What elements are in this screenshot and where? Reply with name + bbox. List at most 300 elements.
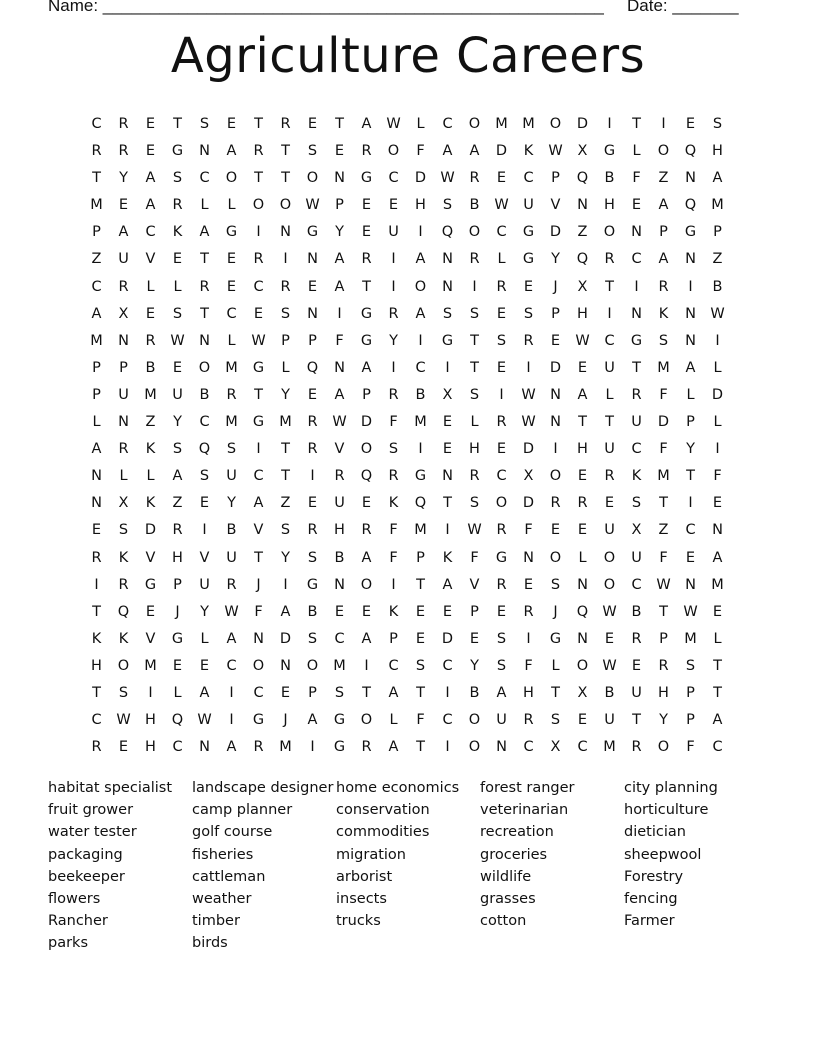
grid-letter: R (307, 441, 318, 458)
grid-letter: U (118, 386, 129, 403)
grid-letter: K (388, 495, 399, 512)
grid-letter: J (175, 603, 180, 620)
grid-letter: G (252, 359, 265, 376)
grid-letter: E (577, 468, 588, 485)
grid-letter: X (118, 305, 129, 322)
grid-letter: E (118, 197, 129, 214)
grid-letter: D (711, 386, 724, 403)
word-list-item: beekeeper (48, 868, 125, 885)
grid-letter: I (607, 305, 612, 322)
grid-letter: I (472, 278, 477, 295)
grid-letter: I (445, 359, 450, 376)
grid-letter: A (334, 386, 345, 403)
grid-letter: C (253, 468, 264, 485)
grid-letter: P (686, 684, 695, 701)
grid-letter: L (119, 468, 128, 485)
grid-letter: R (91, 549, 102, 566)
grid-letter: D (549, 224, 562, 241)
grid-letter: S (118, 684, 129, 701)
grid-letter: N (118, 414, 129, 431)
grid-letter: E (442, 603, 453, 620)
grid-letter: N (631, 224, 642, 241)
grid-letter: I (715, 441, 720, 458)
grid-letter: R (631, 630, 642, 647)
word-list-item: migration (336, 846, 406, 863)
grid-letter: E (253, 305, 264, 322)
grid-letter: Z (91, 251, 102, 268)
grid-letter: N (307, 251, 318, 268)
grid-letter: E (415, 630, 426, 647)
grid-letter: O (414, 278, 427, 295)
grid-letter: E (307, 386, 318, 403)
grid-letter: R (280, 278, 291, 295)
grid-letter: R (118, 576, 129, 593)
word-list-item: Rancher (48, 913, 108, 930)
grid-letter: R (496, 414, 507, 431)
grid-letter: G (333, 739, 346, 756)
grid-letter: V (145, 251, 156, 268)
grid-letter: T (470, 359, 479, 376)
word-list-item: fencing (624, 890, 678, 907)
grid-letter: O (360, 441, 373, 458)
grid-letter: O (387, 143, 400, 160)
grid-letter: F (659, 441, 668, 458)
word-list-item: veterinarian (480, 802, 569, 819)
grid-letter: Z (577, 224, 588, 241)
grid-letter: E (712, 603, 723, 620)
grid-letter: O (306, 170, 319, 187)
grid-letter: I (418, 332, 423, 349)
grid-letter: S (334, 684, 345, 701)
grid-letter: U (334, 495, 345, 512)
grid-letter: E (496, 359, 507, 376)
grid-letter: T (659, 603, 668, 620)
word-list-item: flowers (48, 890, 101, 907)
grid-letter: Z (712, 251, 723, 268)
grid-letter: H (577, 441, 588, 458)
grid-letter: B (415, 386, 426, 403)
grid-letter: N (577, 630, 588, 647)
grid-letter: C (442, 657, 453, 674)
grid-letter: P (308, 332, 317, 349)
grid-letter: L (146, 468, 155, 485)
grid-letter: G (225, 224, 238, 241)
grid-letter: E (415, 603, 426, 620)
grid-letter: M (684, 630, 697, 647)
grid-letter: N (577, 576, 588, 593)
grid-letter: W (251, 332, 266, 349)
grid-letter: M (144, 657, 157, 674)
grid-letter: V (199, 549, 210, 566)
grid-letter: U (388, 224, 399, 241)
grid-letter: E (712, 495, 723, 512)
grid-letter: I (256, 224, 261, 241)
grid-letter: O (198, 359, 211, 376)
grid-letter: Z (172, 495, 183, 512)
grid-letter: S (658, 332, 669, 349)
word-list-item: camp planner (192, 802, 293, 819)
page-title: Agriculture Careers (170, 28, 646, 84)
grid-letter: A (145, 197, 156, 214)
grid-letter: T (578, 414, 587, 431)
grid-letter: J (256, 576, 261, 593)
word-list-item: groceries (480, 846, 548, 863)
grid-letter: E (469, 630, 480, 647)
grid-letter: Q (441, 224, 454, 241)
grid-letter: G (495, 549, 508, 566)
grid-letter: S (199, 116, 210, 132)
grid-letter: O (603, 549, 616, 566)
grid-letter: T (416, 576, 425, 593)
grid-letter: W (197, 712, 212, 729)
grid-letter: D (360, 414, 373, 431)
grid-letter: H (145, 739, 156, 756)
grid-letter: E (442, 441, 453, 458)
grid-letter: K (631, 468, 642, 485)
word-list-item: weather (192, 890, 252, 907)
grid-letter: O (549, 468, 562, 485)
grid-letter: O (117, 657, 130, 674)
grid-letter: O (549, 549, 562, 566)
grid-letter: H (604, 197, 615, 214)
grid-letter: W (602, 657, 617, 674)
grid-letter: O (306, 657, 319, 674)
grid-letter: O (468, 224, 481, 241)
grid-letter: P (119, 359, 128, 376)
grid-letter: A (712, 712, 723, 729)
grid-letter: I (661, 116, 666, 132)
grid-letter: F (416, 712, 425, 729)
grid-letter: V (469, 576, 480, 593)
word-list-item: Farmer (624, 913, 675, 930)
grid-letter: K (658, 305, 669, 322)
grid-letter: F (632, 170, 641, 187)
grid-letter: A (226, 143, 237, 160)
grid-letter: M (495, 116, 508, 132)
grid-letter: J (553, 278, 558, 295)
grid-letter: T (605, 278, 614, 295)
grid-letter: I (391, 359, 396, 376)
grid-letter: A (334, 251, 345, 268)
grid-letter: P (92, 224, 101, 241)
grid-letter: R (118, 441, 129, 458)
grid-letter: J (553, 603, 558, 620)
grid-letter: I (418, 441, 423, 458)
grid-letter: K (145, 495, 156, 512)
grid-letter: C (334, 630, 345, 647)
grid-letter: W (170, 332, 185, 349)
grid-letter: D (657, 414, 670, 431)
grid-letter: A (361, 359, 372, 376)
grid-letter: N (496, 739, 507, 756)
grid-letter: R (496, 576, 507, 593)
grid-letter: M (711, 197, 724, 214)
grid-letter: U (199, 576, 210, 593)
grid-letter: M (333, 657, 346, 674)
grid-letter: W (386, 116, 401, 132)
grid-letter: D (279, 630, 292, 647)
grid-letter: C (226, 657, 237, 674)
grid-letter: Z (658, 170, 669, 187)
grid-letter: S (280, 522, 291, 539)
grid-letter: E (307, 116, 318, 132)
grid-letter: Q (306, 359, 319, 376)
grid-letter: T (551, 684, 560, 701)
grid-letter: E (577, 359, 588, 376)
grid-letter: E (361, 495, 372, 512)
grid-letter: Q (576, 170, 589, 187)
grid-letter: M (603, 739, 616, 756)
grid-letter: N (91, 468, 102, 485)
grid-letter: W (521, 414, 536, 431)
grid-letter: D (441, 630, 454, 647)
grid-letter: Q (576, 603, 589, 620)
grid-letter: H (658, 684, 669, 701)
grid-letter: N (550, 386, 561, 403)
grid-letter: L (92, 414, 101, 431)
grid-letter: U (631, 684, 642, 701)
grid-letter: X (523, 468, 534, 485)
grid-letter: W (224, 603, 239, 620)
grid-letter: R (469, 170, 480, 187)
grid-letter: A (118, 224, 129, 241)
grid-letter: P (281, 332, 290, 349)
grid-letter: Q (360, 468, 373, 485)
grid-letter: F (659, 386, 668, 403)
grid-letter: C (388, 657, 399, 674)
grid-letter: P (335, 197, 344, 214)
grid-letter: O (279, 197, 292, 214)
grid-letter: E (145, 143, 156, 160)
grid-letter: I (229, 684, 234, 701)
grid-letter: S (496, 657, 507, 674)
grid-letter: Y (281, 386, 290, 403)
grid-letter: S (172, 441, 183, 458)
grid-letter: I (553, 441, 558, 458)
grid-letter: R (604, 251, 615, 268)
word-list-item: horticulture (624, 802, 709, 819)
grid-letter: T (632, 712, 641, 729)
grid-letter: F (524, 657, 533, 674)
grid-letter: Q (198, 441, 211, 458)
grid-letter: A (685, 359, 696, 376)
grid-letter: E (577, 712, 588, 729)
grid-letter: I (364, 657, 369, 674)
grid-letter: I (391, 251, 396, 268)
grid-letter: Y (470, 657, 479, 674)
grid-letter: R (523, 603, 534, 620)
word-list-item: city planning (624, 780, 718, 796)
grid-letter: W (656, 576, 671, 593)
grid-letter: U (631, 549, 642, 566)
grid-letter: M (279, 414, 292, 431)
grid-letter: E (523, 576, 534, 593)
grid-letter: L (200, 197, 209, 214)
grid-letter: O (225, 170, 238, 187)
grid-letter: E (496, 170, 507, 187)
grid-letter: E (145, 116, 156, 132)
grid-letter: E (550, 522, 561, 539)
grid-letter: R (388, 468, 399, 485)
word-list-item: fruit grower (48, 802, 134, 819)
grid-letter: S (172, 305, 183, 322)
grid-letter: C (226, 305, 237, 322)
grid-letter: S (307, 143, 318, 160)
grid-letter: R (631, 739, 642, 756)
grid-letter: G (630, 332, 643, 349)
grid-letter: S (388, 441, 399, 458)
word-list-item: recreation (480, 824, 554, 841)
grid-letter: P (362, 386, 371, 403)
grid-letter: O (468, 739, 481, 756)
word-list-item: wildlife (480, 868, 532, 885)
grid-letter: L (686, 386, 695, 403)
grid-letter: C (145, 224, 156, 241)
grid-letter: E (685, 116, 696, 132)
grid-letter: L (227, 332, 236, 349)
grid-letter: K (145, 441, 156, 458)
word-search-grid (83, 114, 731, 764)
grid-letter: H (91, 657, 102, 674)
grid-letter: P (416, 549, 425, 566)
grid-letter: R (361, 143, 372, 160)
grid-letter: R (118, 143, 129, 160)
grid-letter: T (92, 684, 101, 701)
grid-letter: R (307, 522, 318, 539)
word-list-item: insects (336, 890, 387, 907)
grid-letter: V (253, 522, 264, 539)
grid-letter: N (712, 522, 723, 539)
grid-letter: R (550, 495, 561, 512)
grid-letter: O (360, 576, 373, 593)
grid-letter: E (361, 603, 372, 620)
grid-letter: E (523, 278, 534, 295)
grid-letter: T (254, 170, 263, 187)
grid-letter: C (496, 468, 507, 485)
grid-letter: S (496, 630, 507, 647)
grid-letter: S (118, 522, 129, 539)
grid-letter: E (199, 657, 210, 674)
grid-letter: I (688, 495, 693, 512)
grid-letter: X (577, 143, 588, 160)
grid-letter: T (416, 739, 425, 756)
grid-letter: M (90, 332, 103, 349)
grid-letter: O (468, 712, 481, 729)
grid-letter: E (145, 603, 156, 620)
grid-letter: S (307, 549, 318, 566)
grid-letter: H (172, 549, 183, 566)
grid-letter: U (604, 522, 615, 539)
word-list-item: grasses (480, 890, 536, 907)
grid-letter: K (172, 224, 183, 241)
grid-letter: O (549, 116, 562, 132)
grid-letter: I (391, 278, 396, 295)
grid-letter: E (226, 116, 237, 132)
grid-letter: I (283, 251, 288, 268)
grid-letter: S (685, 657, 696, 674)
grid-letter: Y (227, 495, 236, 512)
grid-letter: W (575, 332, 590, 349)
grid-letter: R (118, 278, 129, 295)
grid-letter: R (496, 522, 507, 539)
grid-letter: P (551, 305, 560, 322)
grid-letter: P (173, 576, 182, 593)
grid-letter: T (92, 170, 101, 187)
grid-letter: A (496, 684, 507, 701)
grid-letter: I (445, 739, 450, 756)
grid-letter: R (469, 251, 480, 268)
grid-letter: C (631, 441, 642, 458)
grid-letter: E (145, 305, 156, 322)
word-list-item: home economics (336, 780, 460, 796)
grid-letter: I (634, 278, 639, 295)
grid-letter: A (361, 630, 372, 647)
grid-letter: P (470, 603, 479, 620)
grid-letter: R (523, 712, 534, 729)
word-list-item: packaging (48, 846, 123, 863)
word-list-item: sheepwool (624, 846, 702, 863)
grid-letter: K (388, 603, 399, 620)
grid-letter: E (172, 657, 183, 674)
grid-letter: E (172, 359, 183, 376)
grid-letter: S (469, 386, 480, 403)
grid-letter: E (334, 143, 345, 160)
grid-letter: V (145, 549, 156, 566)
grid-letter: S (307, 630, 318, 647)
grid-letter: R (172, 197, 183, 214)
grid-letter: G (522, 251, 535, 268)
grid-letter: T (416, 684, 425, 701)
grid-letter: P (686, 712, 695, 729)
grid-letter: Z (145, 414, 156, 431)
grid-letter: D (144, 522, 157, 539)
grid-letter: N (253, 630, 264, 647)
grid-letter: S (712, 116, 723, 132)
grid-letter: T (254, 386, 263, 403)
grid-letter: D (576, 116, 589, 132)
grid-letter: I (607, 116, 612, 132)
grid-letter: M (90, 197, 103, 214)
grid-letter: Y (173, 414, 182, 431)
grid-letter: J (283, 712, 288, 729)
grid-letter: S (550, 712, 561, 729)
grid-letter: R (658, 278, 669, 295)
grid-letter: L (470, 414, 479, 431)
word-list-item: forest ranger (480, 780, 575, 796)
grid-letter: I (256, 441, 261, 458)
grid-letter: M (657, 359, 670, 376)
grid-letter: B (307, 603, 318, 620)
grid-letter: N (685, 251, 696, 268)
grid-letter: X (577, 684, 588, 701)
grid-letter: I (283, 576, 288, 593)
grid-letter: W (710, 305, 725, 322)
grid-letter: H (523, 684, 534, 701)
grid-letter: S (523, 305, 534, 322)
grid-letter: P (686, 414, 695, 431)
grid-letter: A (226, 630, 237, 647)
grid-letter: M (225, 359, 238, 376)
grid-letter: N (307, 305, 318, 322)
grid-letter: Q (684, 197, 697, 214)
grid-letter: X (577, 278, 588, 295)
grid-letter: A (334, 278, 345, 295)
grid-letter: R (91, 143, 102, 160)
grid-letter: T (254, 116, 263, 132)
grid-letter: P (92, 359, 101, 376)
grid-letter: D (495, 143, 508, 160)
grid-letter: B (604, 684, 615, 701)
